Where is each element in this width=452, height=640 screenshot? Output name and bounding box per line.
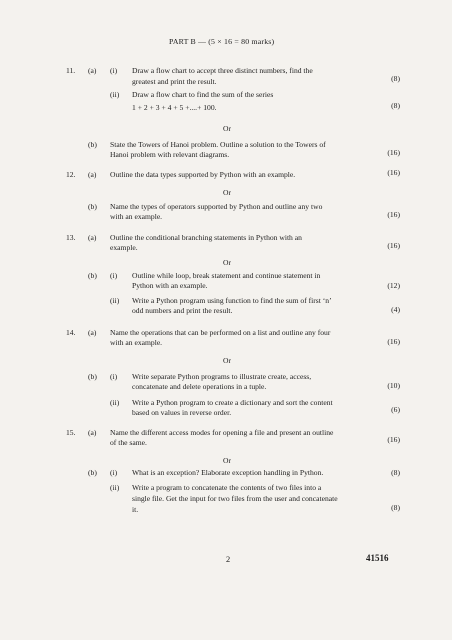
q12-part-b-label: (b) xyxy=(88,202,97,211)
page-number: 2 xyxy=(226,555,231,564)
q14-a-line2: with an example. xyxy=(110,338,163,347)
q14-b-ii-marks: (6) xyxy=(391,405,400,414)
q11-b-line1: State the Towers of Hanoi problem. Outline a solution to the Towers of xyxy=(110,140,326,149)
q13-b-i-marks: (12) xyxy=(387,281,400,290)
q15-b-ii-line1: Write a program to concatenate the contents of two files into a xyxy=(132,483,322,492)
question-number-12: 12. xyxy=(66,170,76,179)
q11-part-b-label: (b) xyxy=(88,140,97,149)
q13-b-i-line1: Outline while loop, break statement and continue statement in xyxy=(132,271,321,280)
q14-or: Or xyxy=(223,356,232,365)
q15-b-ii-marks: (8) xyxy=(391,503,400,512)
q14-a-line1: Name the operations that can be performed on a list and outline any four xyxy=(110,328,331,337)
q13-part-a-label: (a) xyxy=(88,233,97,242)
q11-or: Or xyxy=(223,124,232,133)
q11-a-i-line2: greatest and print the result. xyxy=(132,77,217,86)
q15-b-ii-label: (ii) xyxy=(110,483,120,492)
q12-or: Or xyxy=(223,188,232,197)
q14-b-ii-line2: based on values in reverse order. xyxy=(132,408,232,417)
question-number-13: 13. xyxy=(66,233,76,242)
q15-a-marks: (16) xyxy=(387,435,400,444)
q12-b-marks: (16) xyxy=(387,210,400,219)
q14-b-ii-line1: Write a Python program to create a dictionary and sort the content xyxy=(132,398,333,407)
q12-a-marks: (16) xyxy=(387,168,400,177)
q13-b-i-line2: Python with an example. xyxy=(132,281,208,290)
q14-part-a-label: (a) xyxy=(88,328,97,337)
q11-a-i-marks: (8) xyxy=(391,74,400,83)
q11-a-ii-label: (ii) xyxy=(110,90,120,99)
q13-b-i-label: (i) xyxy=(110,271,118,280)
q11-b-marks: (16) xyxy=(387,148,400,157)
question-number-15: 15. xyxy=(66,428,76,437)
q13-part-b-label: (b) xyxy=(88,271,97,280)
q14-b-i-label: (i) xyxy=(110,372,118,381)
q15-b-i-label: (i) xyxy=(110,468,118,477)
q14-a-marks: (16) xyxy=(387,337,400,346)
q12-a-line1: Outline the data types supported by Python with an example. xyxy=(110,170,296,179)
q13-a-line1: Outline the conditional branching statements in Python with an xyxy=(110,233,302,242)
q11-a-i-label: (i) xyxy=(110,66,118,75)
q11-b-line2: Hanoi problem with relevant diagrams. xyxy=(110,150,230,159)
q11-part-a-label: (a) xyxy=(88,66,97,75)
q15-b-i-line1: What is an exception? Elaborate exception handling in Python. xyxy=(132,468,324,477)
paper-code: 41516 xyxy=(366,553,389,563)
q15-b-ii-line3: it. xyxy=(132,505,139,514)
q13-a-line2: example. xyxy=(110,243,138,252)
q15-part-a-label: (a) xyxy=(88,428,97,437)
q15-a-line2: of the same. xyxy=(110,438,147,447)
question-number-14: 14. xyxy=(66,328,76,337)
q15-or: Or xyxy=(223,456,232,465)
q14-b-i-marks: (10) xyxy=(387,381,400,390)
q14-b-i-line1: Write separate Python programs to illustrate create, access, xyxy=(132,372,312,381)
q13-b-ii-marks: (4) xyxy=(391,305,400,314)
q15-part-b-label: (b) xyxy=(88,468,97,477)
q12-part-a-label: (a) xyxy=(88,170,97,179)
q12-b-line2: with an example. xyxy=(110,212,163,221)
q11-a-i-line1: Draw a flow chart to accept three distinct numbers, find the xyxy=(132,66,313,75)
q13-b-ii-label: (ii) xyxy=(110,296,120,305)
q13-or: Or xyxy=(223,258,232,267)
q15-b-i-marks: (8) xyxy=(391,468,400,477)
q12-b-line1: Name the types of operators supported by Python and outline any two xyxy=(110,202,323,211)
part-title: PART B — (5 × 16 = 80 marks) xyxy=(169,37,275,46)
q11-a-ii-line2: 1 + 2 + 3 + 4 + 5 +....+ 100. xyxy=(132,103,217,112)
q14-b-i-line2: concatenate and delete operations in a tuple. xyxy=(132,382,267,391)
q13-a-marks: (16) xyxy=(387,241,400,250)
q14-part-b-label: (b) xyxy=(88,372,97,381)
q11-a-ii-marks: (8) xyxy=(391,101,400,110)
q13-b-ii-line1: Write a Python program using function to find the sum of first ‘n’ xyxy=(132,296,332,305)
q13-b-ii-line2: odd numbers and print the result. xyxy=(132,306,233,315)
q15-a-line1: Name the different access modes for opening a file and present an outline xyxy=(110,428,334,437)
q14-b-ii-label: (ii) xyxy=(110,398,120,407)
q15-b-ii-line2: single file. Get the input for two files from the user and concatenate xyxy=(132,494,338,503)
question-number-11: 11. xyxy=(66,66,76,75)
q11-a-ii-line1: Draw a flow chart to find the sum of the series xyxy=(132,90,274,99)
